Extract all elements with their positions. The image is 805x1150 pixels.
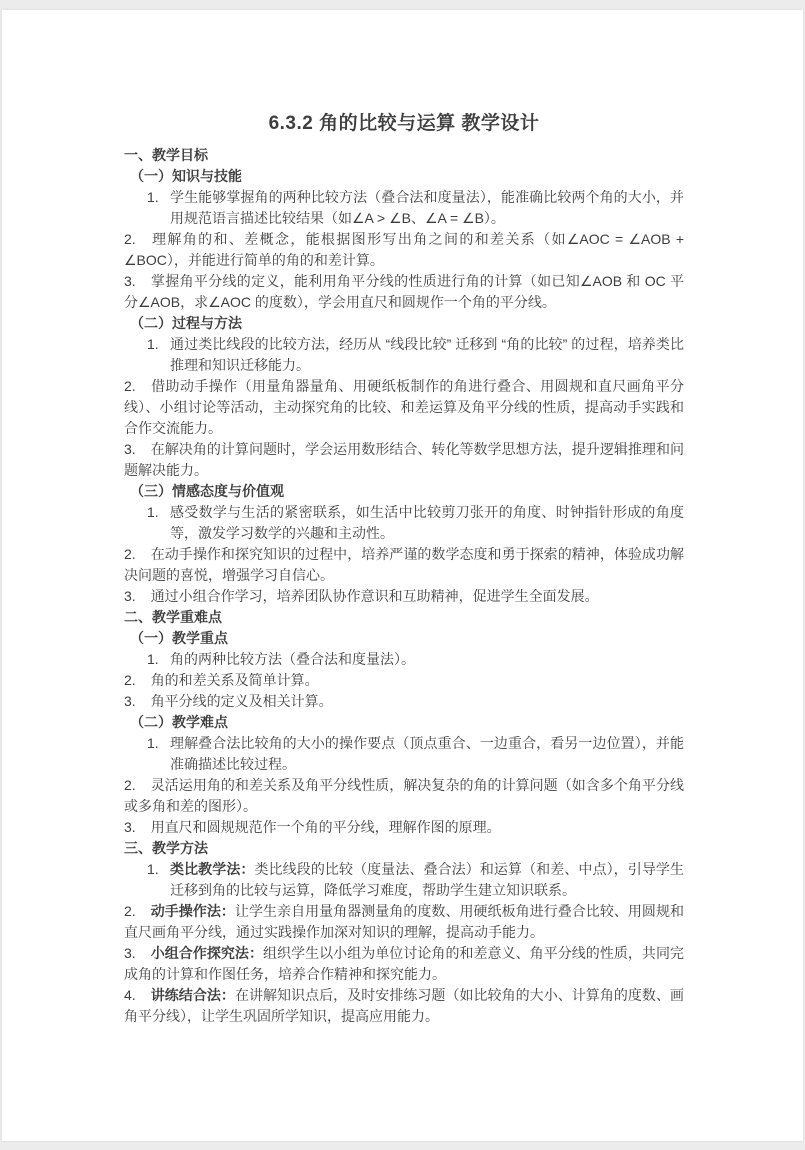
paragraph [124, 271, 684, 313]
subsection-heading-2-2: （二）教学难点 [130, 714, 228, 730]
paragraph [124, 943, 684, 985]
paragraph-number: 3. [124, 819, 136, 835]
paragraph [124, 229, 684, 271]
paragraph-text: 借助动手操作（用量角器量角、用硬纸板制作的角进行叠合、用圆规和直尺画角平分线）、小组讨论等活动，主动探究角的比较、和差运算及角平分线的性质，提高动手实践和合作交流能力。 [124, 378, 684, 436]
subsection-heading-1-2: （二）过程与方法 [130, 315, 242, 331]
paragraph-number: 2. [124, 903, 136, 919]
list-item [124, 334, 684, 376]
paragraph [124, 376, 684, 439]
list-item-text: 理解叠合法比较角的大小的操作要点（顶点重合、一边重合，看另一边位置），并能准确描述比较过程。 [170, 735, 684, 772]
section-heading-2: 二、教学重难点 [124, 609, 222, 625]
paragraph-number: 3. [124, 273, 136, 289]
list-item-number: 1. [147, 861, 159, 877]
paragraph [124, 544, 684, 586]
list-item-number: 1. [147, 504, 159, 520]
list-item [124, 733, 684, 775]
section-heading-1: 一、教学目标 [124, 147, 208, 163]
paragraph-text: 让学生亲自用量角器测量角的度数、用硬纸板角进行叠合比较、用圆规和直尺画角平分线，通过实践操作加深对知识的理解，提高动手能力。 [124, 903, 685, 940]
list-item [124, 187, 684, 229]
paragraph-number: 3. [124, 441, 136, 457]
doc-title: 6.3.2 角的比较与运算 教学设计 [268, 113, 540, 134]
list-item [124, 502, 684, 544]
method-name: 小组合作探究法： [150, 945, 263, 961]
paragraph-number: 2. [124, 231, 136, 247]
paragraph-text: 理解角的和、差概念，能根据图形写出角之间的和差关系（如∠AOC = ∠AOB + ∠BOC），并能进行简单的角的和差计算。 [124, 231, 684, 268]
paragraph [124, 691, 684, 712]
document-content [2, 10, 803, 1027]
paragraph-text: 角平分线的定义及相关计算。 [150, 693, 333, 709]
subsection-heading-1-1: （一）知识与技能 [130, 168, 242, 184]
list-item-text: 通过类比线段的比较方法，经历从 “线段比较” 迁移到 “角的比较” 的过程，培养类比推理和知识迁移能力。 [170, 336, 684, 373]
paragraph-text: 通过小组合作学习，培养团队协作意识和互助精神，促进学生全面发展。 [150, 588, 599, 604]
paragraph [124, 439, 684, 481]
paragraph-text: 组织学生以小组为单位讨论角的和差意义、角平分线的性质，共同完成角的计算和作图任务，培养合作精神和探究能力。 [124, 945, 684, 982]
list-item-number: 1. [147, 735, 159, 751]
paragraph-number: 2. [124, 672, 136, 688]
paragraph [124, 985, 684, 1027]
list-item-text: 学生能够掌握角的两种比较方法（叠合法和度量法），能准确比较两个角的大小，并用规范语言描述比较结果（如∠A > ∠B、∠A = ∠B）。 [170, 189, 684, 226]
paragraph-number: 3. [124, 693, 136, 709]
paragraph-number: 2. [124, 546, 136, 562]
paragraph-number: 4. [124, 987, 136, 1003]
list-item [124, 649, 684, 670]
method-name: 类比教学法： [170, 861, 255, 877]
paragraph-text: 灵活运用角的和差关系及角平分线性质，解决复杂的角的计算问题（如含多个角平分线或多角和差的图形）。 [124, 777, 684, 814]
list-item-number: 1. [147, 651, 159, 667]
list-item-text: 感受数学与生活的紧密联系，如生活中比较剪刀张开的角度、时钟指针形成的角度等，激发学习数学的兴趣和主动性。 [170, 504, 684, 541]
paragraph [124, 775, 684, 817]
paragraph-number: 3. [124, 588, 136, 604]
subsection-heading-2-1: （一）教学重点 [130, 630, 228, 646]
paragraph-text: 在解决角的计算问题时，学会运用数形结合、转化等数学思想方法，提升逻辑推理和问题解决能力。 [124, 441, 684, 478]
paragraph-text: 角的和差关系及简单计算。 [150, 672, 319, 688]
paragraph-number: 2. [124, 777, 136, 793]
paragraph-text: 用直尺和圆规规范作一个角的平分线，理解作图的原理。 [150, 819, 501, 835]
paragraph [124, 586, 684, 607]
list-item-text: 类比线段的比较（度量法、叠合法）和运算（和差、中点），引导学生迁移到角的比较与运算，降低学习难度，帮助学生建立知识联系。 [170, 861, 684, 898]
paragraph [124, 670, 684, 691]
method-name: 动手操作法： [150, 903, 235, 919]
paragraph [124, 901, 684, 943]
list-item-number: 1. [147, 336, 159, 352]
list-item [124, 859, 684, 901]
paragraph-text: 掌握角平分线的定义，能利用角平分线的性质进行角的计算（如已知∠AOB 和 OC 平分∠AOB，求∠AOC 的度数），学会用直尺和圆规作一个角的平分线。 [124, 273, 684, 310]
subsection-heading-1-3: （三）情感态度与价值观 [130, 483, 284, 499]
section-heading-3: 三、教学方法 [124, 840, 208, 856]
paragraph-number: 3. [124, 945, 136, 961]
list-item-number: 1. [147, 189, 159, 205]
paragraph-number: 2. [124, 378, 136, 394]
paragraph-text: 在讲解知识点后，及时安排练习题（如比较角的大小、计算角的度数、画角平分线），让学生巩固所学知识，提高应用能力。 [124, 987, 685, 1024]
paragraph-text: 在动手操作和探究知识的过程中，培养严谨的数学态度和勇于探索的精神，体验成功解决问题的喜悦，增强学习自信心。 [124, 546, 684, 583]
document-page [2, 10, 803, 1141]
paragraph [124, 817, 684, 838]
doc-body [124, 145, 684, 1027]
method-name: 讲练结合法： [150, 987, 235, 1003]
list-item-text: 角的两种比较方法（叠合法和度量法）。 [170, 651, 415, 667]
